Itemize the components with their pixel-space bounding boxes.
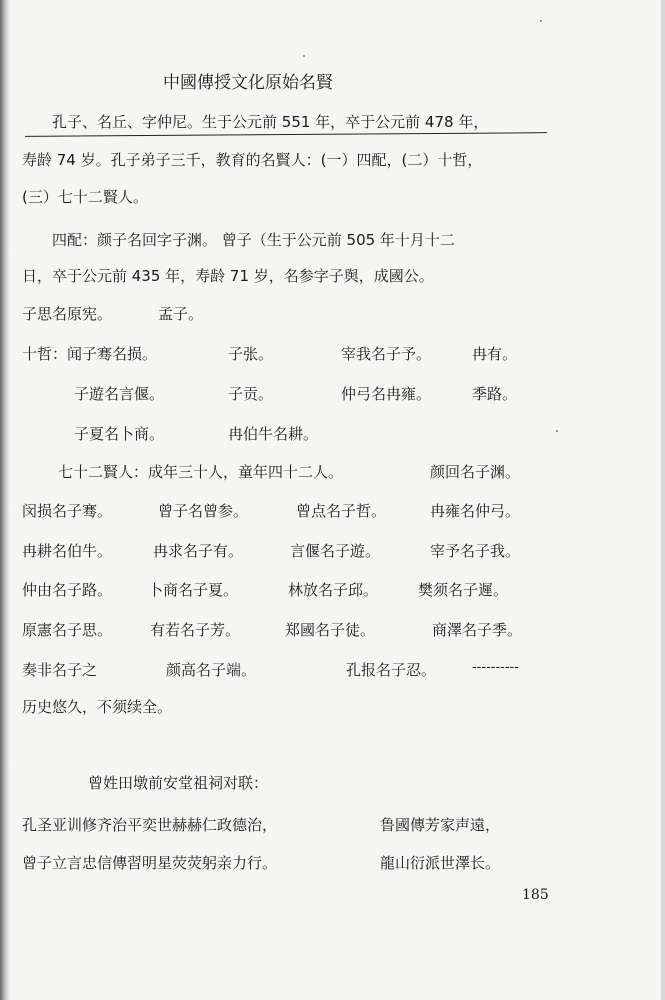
- page-number: 185: [522, 887, 549, 903]
- couplet-line1-right: 鲁國傳芳家声遠，: [380, 816, 501, 834]
- qishier-row3-c: 林放名子邱。: [288, 581, 379, 599]
- shizhe-row1-b: 子张。: [228, 345, 274, 363]
- qishier-closing: 历史悠久，不须续全。: [22, 698, 173, 716]
- scan-speck: [303, 55, 305, 57]
- shizhe-row1-d: 冉有。: [472, 345, 518, 363]
- page-title: 中國傳授文化原始名賢: [163, 73, 333, 93]
- sipei-zisi: 子思名原宪。: [22, 305, 113, 323]
- couplet-line2-right: 龍山衍派世澤长。: [380, 854, 501, 872]
- qishier-row5-b: 颜高名子端。: [166, 661, 257, 679]
- shizhe-row2-d: 季路。: [472, 385, 518, 403]
- qishier-row1-b: 曾子名曾参。: [158, 502, 249, 520]
- qishier-row4-d: 商澤名子季。: [432, 621, 523, 639]
- scan-right-edge: [661, 0, 665, 1000]
- scan-speck: [556, 430, 558, 432]
- qishier-yanhui: 颜回名子渊。: [430, 463, 521, 481]
- confucius-line-1: 孔子、名丘、字仲尼。生于公元前 551 年，卒于公元前 478 年，: [52, 113, 489, 131]
- qishier-row2-a: 冉耕名伯牛。: [22, 542, 113, 560]
- qishier-row2-c: 言偃名子遊。: [290, 542, 381, 560]
- qishier-row3-b: 卜商名子夏。: [148, 581, 239, 599]
- shizhe-row3-b: 冉伯牛名耕。: [228, 425, 319, 443]
- confucius-line-2: 寿龄 74 岁。孔子弟子三千，教育的名賢人：(一）四配，(二）十哲，: [22, 151, 483, 169]
- shizhe-row3-a: 子夏名卜商。: [74, 425, 165, 443]
- qishier-row1-c: 曾点名子哲。: [296, 502, 387, 520]
- shizhe-row1-c: 宰我名子予。: [341, 345, 432, 363]
- sipei-mengzi: 孟子。: [158, 305, 204, 323]
- qishier-row5-a: 奏非名子之: [22, 661, 98, 679]
- qishier-row1-a: 闵损名子骞。: [22, 502, 113, 520]
- underline-rule: [25, 132, 547, 137]
- shizhe-row2-c: 仲弓名冉雍。: [341, 385, 432, 403]
- confucius-line-3: (三）七十二賢人。: [22, 188, 148, 206]
- qishier-intro: 七十二賢人：成年三十人，童年四十二人。: [58, 463, 344, 481]
- couplet-line2-left: 曾子立言忠信傳習明星荧荧躬亲力行。: [22, 854, 278, 872]
- scan-left-edge-shadow: [0, 0, 10, 1000]
- qishier-row2-b: 冉求名子有。: [153, 542, 244, 560]
- qishier-row3-a: 仲由名子路。: [22, 581, 113, 599]
- sipei-line-1: 四配：颜子名回字子渊。 曾子（生于公元前 505 年十月十二: [52, 231, 455, 249]
- qishier-row4-a: 原憲名子思。: [22, 621, 113, 639]
- couplet-heading: 曾姓田墩前安堂祖祠对联：: [88, 774, 269, 792]
- qishier-row4-c: 郑國名子徒。: [285, 621, 376, 639]
- qishier-row1-d: 冉雍名仲弓。: [430, 502, 521, 520]
- scan-speck: [540, 20, 542, 22]
- couplet-line1-left: 孔圣亚训修齐治平奕世赫赫仁政德治，: [22, 816, 278, 834]
- qishier-row5-c: 孔报名子忍。: [346, 661, 437, 679]
- qishier-row2-d: 宰予名子我。: [430, 542, 521, 560]
- shizhe-row2-a: 子遊名言偃。: [74, 385, 165, 403]
- qishier-row3-d: 樊须名子遲。: [418, 581, 509, 599]
- shizhe-row1-a: 十哲：闻子骞名损。: [22, 345, 158, 363]
- sipei-line-2: 日，卒于公元前 435 年，寿龄 71 岁，名参字子舆，成國公。: [22, 267, 434, 285]
- qishier-row4-b: 有若名子芳。: [150, 621, 241, 639]
- shizhe-row2-b: 子贡。: [228, 385, 274, 403]
- qishier-row5-dashes: ----------: [472, 660, 519, 675]
